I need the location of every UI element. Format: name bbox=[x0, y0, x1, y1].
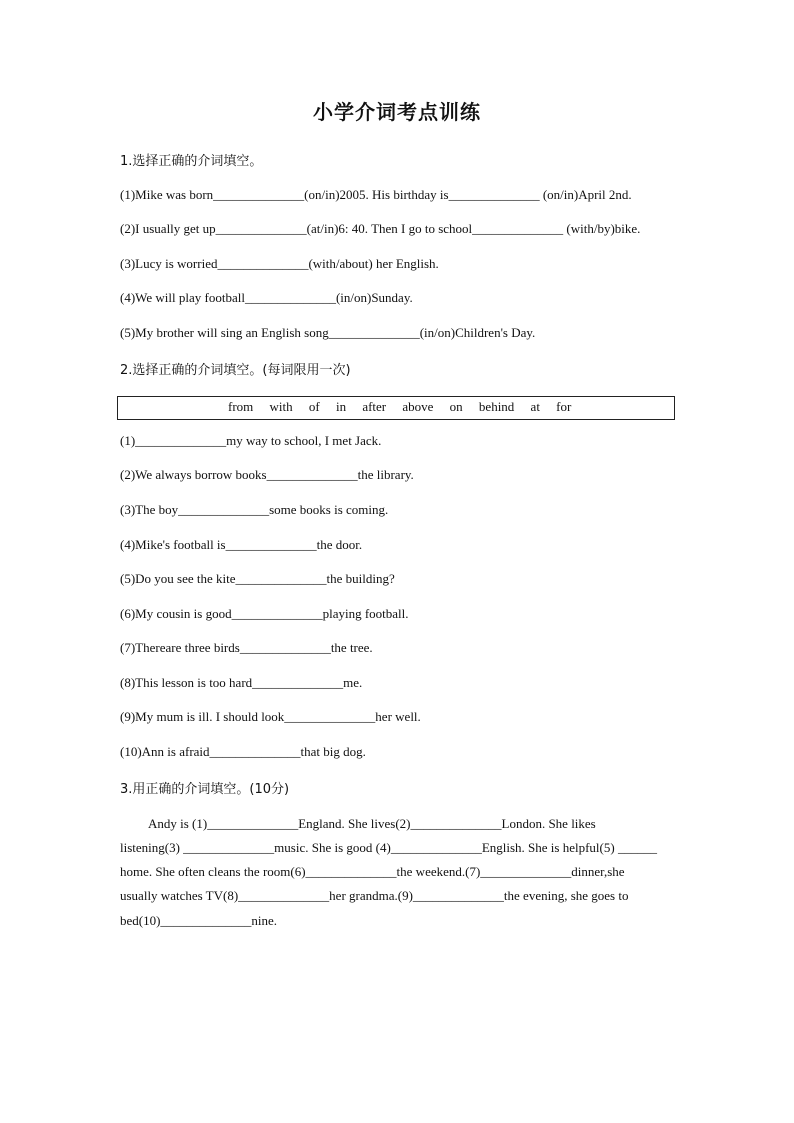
section-2-item-2: (2)We always borrow books______________the library. bbox=[120, 467, 414, 482]
section-1-heading: 1.选择正确的介词填空。 bbox=[120, 154, 263, 169]
section-2-item-1: (1)______________my way to school, I met Jack. bbox=[120, 433, 382, 448]
section-1-item-1: (1)Mike was born______________(on/in)2005. His birthday is______________ (on/in)April 2nd. bbox=[120, 187, 632, 202]
section-1-item-2: (2)I usually get up______________(at/in)6: 40. Then I go to school______________ (with/by)bike. bbox=[120, 221, 641, 236]
passage-line-5: bed(10)______________nine. bbox=[120, 913, 278, 928]
section-2-item-9: (9)My mum is ill. I should look______________her well. bbox=[120, 709, 421, 724]
section-2-item-3: (3)The boy______________some books is coming. bbox=[120, 502, 389, 517]
passage-line-4: usually watches TV(8)______________her grandma.(9)______________the evening, she goes to bbox=[120, 888, 629, 903]
section-2-item-4: (4)Mike's football is______________the door. bbox=[120, 537, 363, 552]
passage-line-2: listening(3) ______________music. She is good (4)______________English. She is helpful(5) ______ bbox=[120, 840, 657, 855]
section-2-item-6: (6)My cousin is good______________playing football. bbox=[120, 606, 409, 621]
section-2-item-10: (10)Ann is afraid______________that big dog. bbox=[120, 744, 366, 759]
section-2-item-5: (5)Do you see the kite______________the building? bbox=[120, 571, 395, 586]
word-bank: from with of in after above on behind at for bbox=[228, 399, 572, 414]
section-2-item-8: (8)This lesson is too hard______________me. bbox=[120, 675, 363, 690]
passage-line-1: Andy is (1)______________England. She lives(2)______________London. She likes bbox=[148, 816, 596, 831]
word-bank-box bbox=[117, 396, 675, 420]
section-1-item-3: (3)Lucy is worried______________(with/about) her English. bbox=[120, 256, 439, 271]
section-1-item-4: (4)We will play football______________(in/on)Sunday. bbox=[120, 290, 413, 305]
section-3-heading: 3.用正确的介词填空。(10分) bbox=[120, 782, 290, 797]
section-2-item-7: (7)Thereare three birds______________the tree. bbox=[120, 640, 373, 655]
page-title: 小学介词考点训练 bbox=[313, 100, 481, 124]
section-2-heading: 2.选择正确的介词填空。(每词限用一次) bbox=[120, 363, 351, 378]
section-1-item-5: (5)My brother will sing an English song______________(in/on)Children's Day. bbox=[120, 325, 536, 340]
passage-line-3: home. She often cleans the room(6)______________the weekend.(7)______________dinner,she bbox=[120, 864, 625, 879]
